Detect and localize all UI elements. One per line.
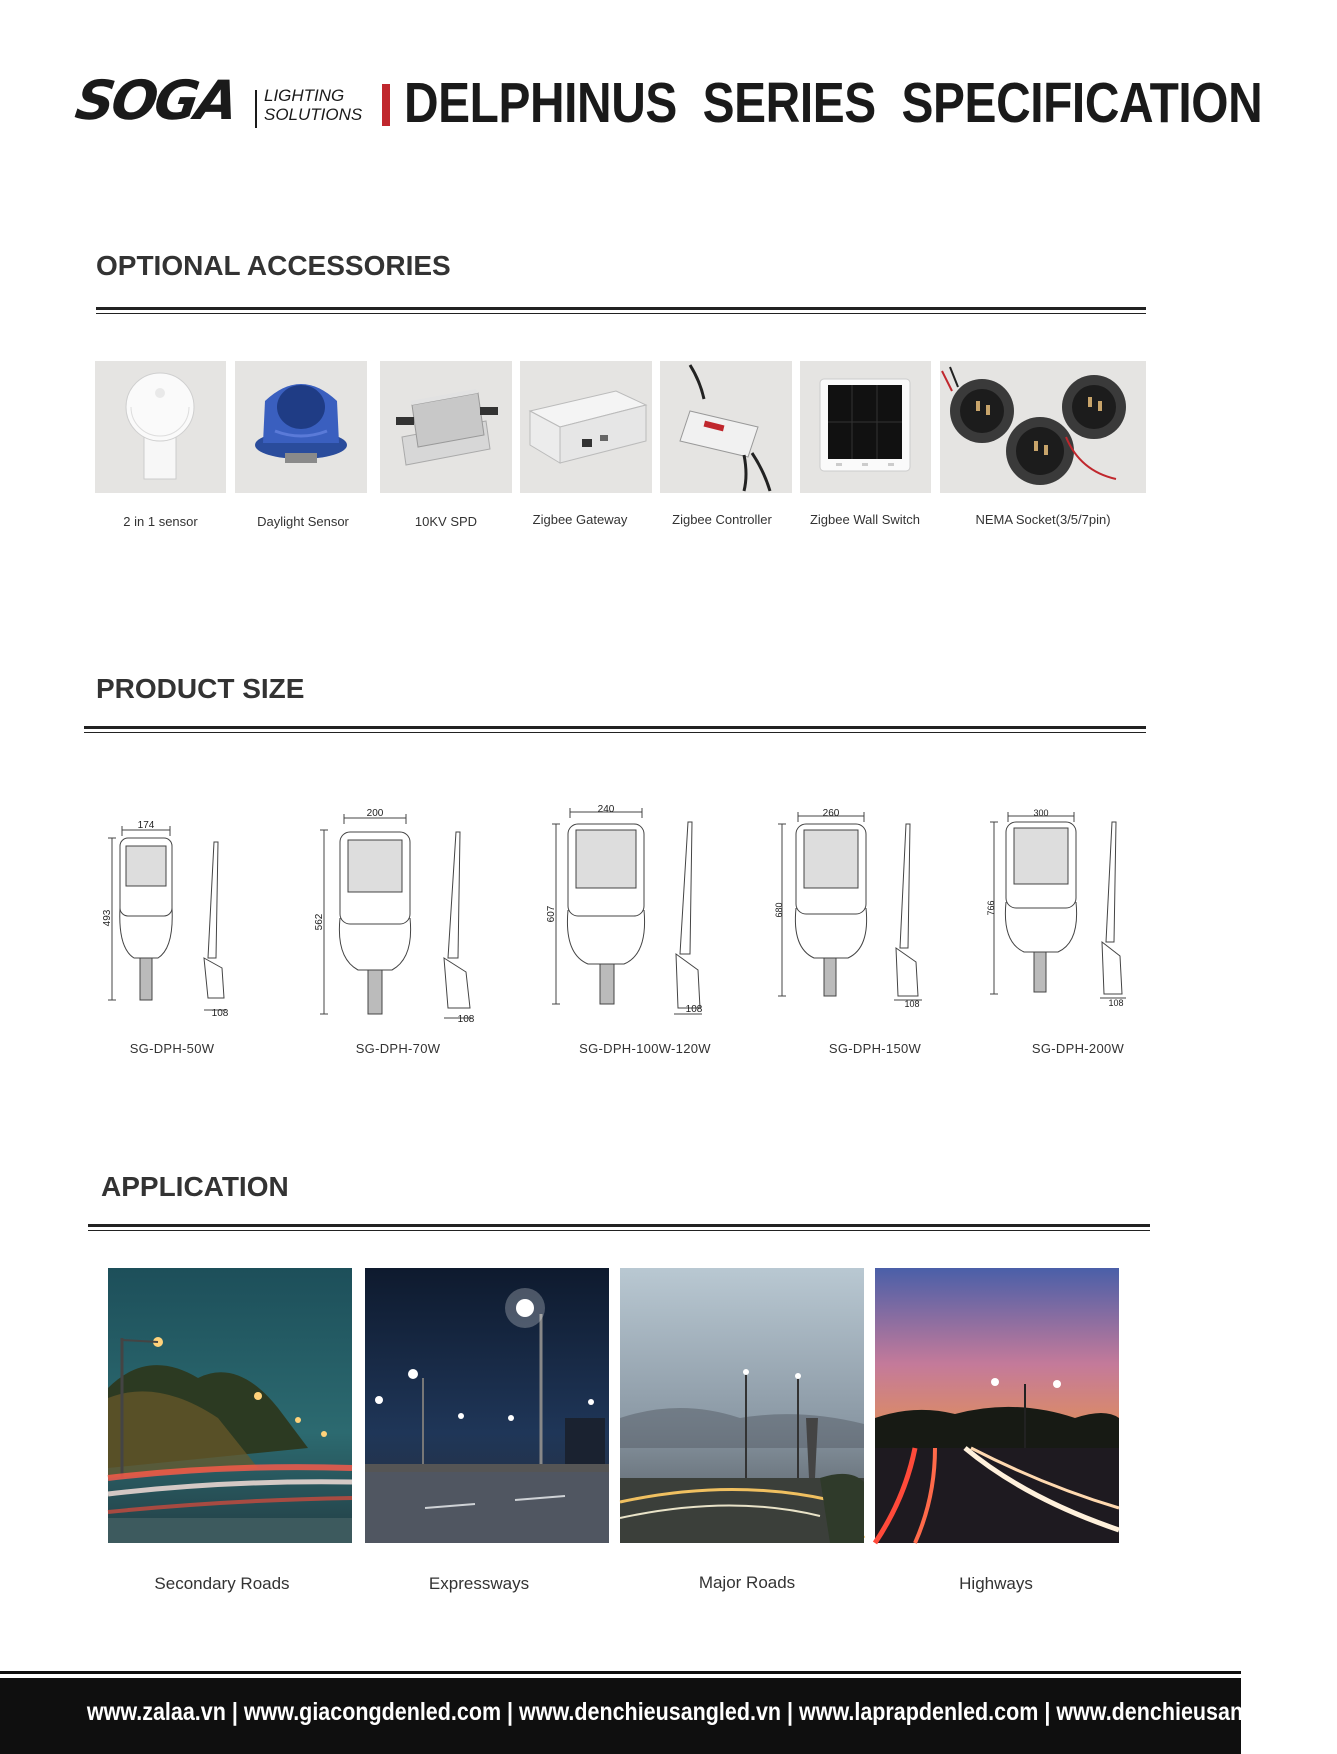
accessory-label: Daylight Sensor: [257, 514, 349, 529]
accessory-label: Zigbee Controller: [672, 512, 772, 527]
logo-divider: [255, 90, 257, 128]
brand-tagline-line2: SOLUTIONS: [264, 105, 363, 124]
accessory-label: Zigbee Wall Switch: [809, 512, 921, 527]
dim-width-label: 240: [597, 804, 615, 815]
accessory-image-zigbee-wall-switch: [800, 361, 931, 493]
title-accent-bar: [382, 84, 390, 126]
dim-depth-label: 108: [457, 1014, 475, 1025]
dim-width-label: 300: [1033, 808, 1049, 818]
dim-depth-label: 108: [211, 1008, 229, 1019]
accessory-image-zigbee-controller: [660, 361, 792, 493]
section-rule: [84, 726, 1146, 733]
dim-width-label: 260: [822, 808, 840, 819]
section-title-accessories: OPTIONAL ACCESSORIES: [96, 250, 451, 281]
brand-logo: [71, 69, 240, 132]
product-model-label: SG-DPH-200W: [1031, 1041, 1125, 1056]
section-rule: [96, 307, 1146, 314]
product-model-label: SG-DPH-50W: [129, 1041, 215, 1056]
spd-icon: [380, 361, 512, 493]
accessory-image-daylight-sensor: [235, 361, 367, 493]
nema-socket-icon: [940, 361, 1146, 493]
accessory-label: NEMA Socket(3/5/7pin): [975, 512, 1111, 527]
dimension-drawing-70w: [316, 808, 492, 1024]
dim-width-label: 174: [137, 820, 155, 831]
brand-name: SOGA: [71, 69, 240, 132]
dimension-drawing-200w: [988, 808, 1138, 1008]
section-rule: [88, 1224, 1150, 1231]
application-label: Secondary Roads: [154, 1574, 290, 1593]
controller-icon: [660, 361, 792, 493]
accessory-label: Zigbee Gateway: [532, 512, 628, 527]
product-model-label: SG-DPH-150W: [828, 1041, 922, 1056]
accessory-label: 2 in 1 sensor: [123, 514, 198, 529]
gateway-icon: [520, 361, 652, 493]
dim-depth-label: 108: [904, 999, 920, 1009]
accessory-label: 10KV SPD: [414, 514, 478, 529]
dim-height-label: 562: [314, 913, 325, 931]
brand-tagline-line1: LIGHTING: [264, 86, 345, 105]
dim-height-label: 493: [102, 909, 113, 927]
footer-links: www.zalaa.vn | www.giacongdenled.com | www.denchieusangled.vn | www.laprapdenled.com | www.denchieusangled.com: [86, 1698, 1337, 1726]
section-title-product-size: PRODUCT SIZE: [96, 673, 305, 704]
dimension-drawing-50w: [104, 818, 244, 1018]
application-label: Expressways: [428, 1574, 530, 1593]
brand-tagline: [264, 86, 362, 124]
accessory-image-10kv-spd: [380, 361, 512, 493]
application-photo-secondary-roads: [108, 1268, 352, 1543]
dim-width-label: 200: [366, 808, 384, 819]
page-title: DELPHINUS SERIES SPECIFICATION: [404, 71, 1263, 135]
dim-height-label: 607: [546, 905, 557, 923]
application-label: Highways: [959, 1574, 1033, 1593]
section-title-application: APPLICATION: [101, 1171, 289, 1202]
application-photo-expressways: [365, 1268, 609, 1543]
accessory-image-2in1-sensor: [95, 361, 226, 493]
application-photo-highways: [875, 1268, 1119, 1543]
sensor-icon: [95, 361, 226, 493]
dim-depth-label: 108: [1108, 998, 1124, 1008]
application-label: Major Roads: [698, 1573, 796, 1592]
dimension-drawing-150w: [776, 808, 942, 1010]
accessory-image-nema-socket: [940, 361, 1146, 493]
dim-height-label: 766: [986, 900, 996, 916]
photocell-icon: [235, 361, 367, 493]
application-photo-major-roads: [620, 1268, 864, 1543]
footer-divider: [0, 1671, 1241, 1674]
accessory-image-zigbee-gateway: [520, 361, 652, 493]
wall-switch-icon: [800, 361, 931, 493]
dim-depth-label: 108: [685, 1004, 703, 1015]
product-model-label: SG-DPH-100W-120W: [579, 1041, 711, 1056]
dim-height-label: 680: [774, 902, 784, 918]
product-model-label: SG-DPH-70W: [355, 1041, 441, 1056]
dimension-drawing-100w-120w: [548, 804, 724, 1024]
